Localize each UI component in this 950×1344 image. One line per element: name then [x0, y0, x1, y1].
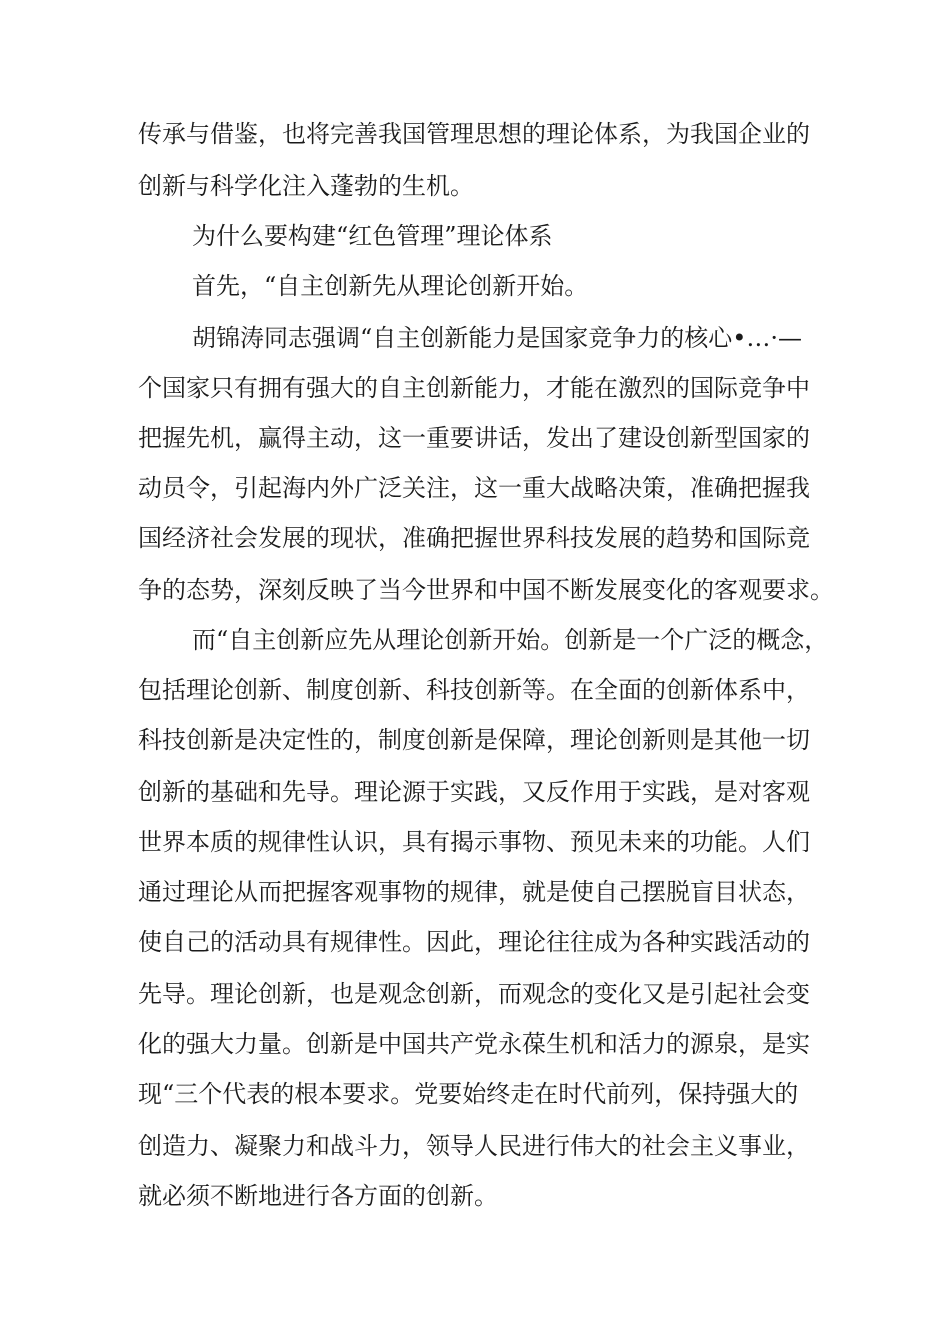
text-line: 把握先机，赢得主动，这一重要讲话，发出了建设创新型国家的: [138, 424, 810, 452]
text-line: 先导。理论创新，也是观念创新，而观念的变化又是引起社会变: [138, 980, 810, 1008]
text-line: 传承与借鉴，也将完善我国管理思想的理论体系，为我国企业的: [138, 120, 810, 148]
text-line: 国经济社会发展的现状，准确把握世界科技发展的趋势和国际竞: [138, 524, 810, 552]
text-line: 首先，“自主创新先从理论创新开始。: [192, 272, 589, 300]
text-line: 创造力、凝聚力和战斗力，领导人民进行伟大的社会主义事业，: [138, 1132, 810, 1160]
text-line: 而“自主创新应先从理论创新开始。创新是一个广泛的概念，: [192, 626, 829, 654]
text-line: 世界本质的规律性认识，具有揭示事物、预见未来的功能。人们: [138, 828, 810, 856]
text-line: 包括理论创新、制度创新、科技创新等。在全面的创新体系中，: [138, 676, 810, 704]
text-line: 动员令，引起海内外广泛关注，这一重大战略决策，准确把握我: [138, 474, 810, 502]
text-line: 创新与科学化注入蓬勃的生机。: [138, 172, 474, 200]
text-line: 科技创新是决定性的，制度创新是保障，理论创新则是其他一切: [138, 726, 810, 754]
text-line: 就必须不断地进行各方面的创新。: [138, 1182, 498, 1210]
text-line: 个国家只有拥有强大的自主创新能力，才能在激烈的国际竞争中: [138, 374, 810, 402]
section-heading: 为什么要构建“红色管理”理论体系: [192, 222, 553, 250]
text-line: 争的态势，深刻反映了当今世界和中国不断发展变化的客观要求。: [138, 576, 834, 604]
text-line: 化的强大力量。创新是中国共产党永葆生机和活力的源泉，是实: [138, 1030, 810, 1058]
text-line: 通过理论从而把握客观事物的规律，就是使自己摆脱盲目状态，: [138, 878, 810, 906]
text-line: 胡锦涛同志强调“自主创新能力是国家竞争力的核心•…·—: [192, 324, 803, 352]
text-line: 使自己的活动具有规律性。因此，理论往往成为各种实践活动的: [138, 928, 810, 956]
text-line: 现“三个代表的根本要求。党要始终走在时代前列，保持强大的: [138, 1080, 799, 1108]
text-line: 创新的基础和先导。理论源于实践，又反作用于实践，是对客观: [138, 778, 810, 806]
